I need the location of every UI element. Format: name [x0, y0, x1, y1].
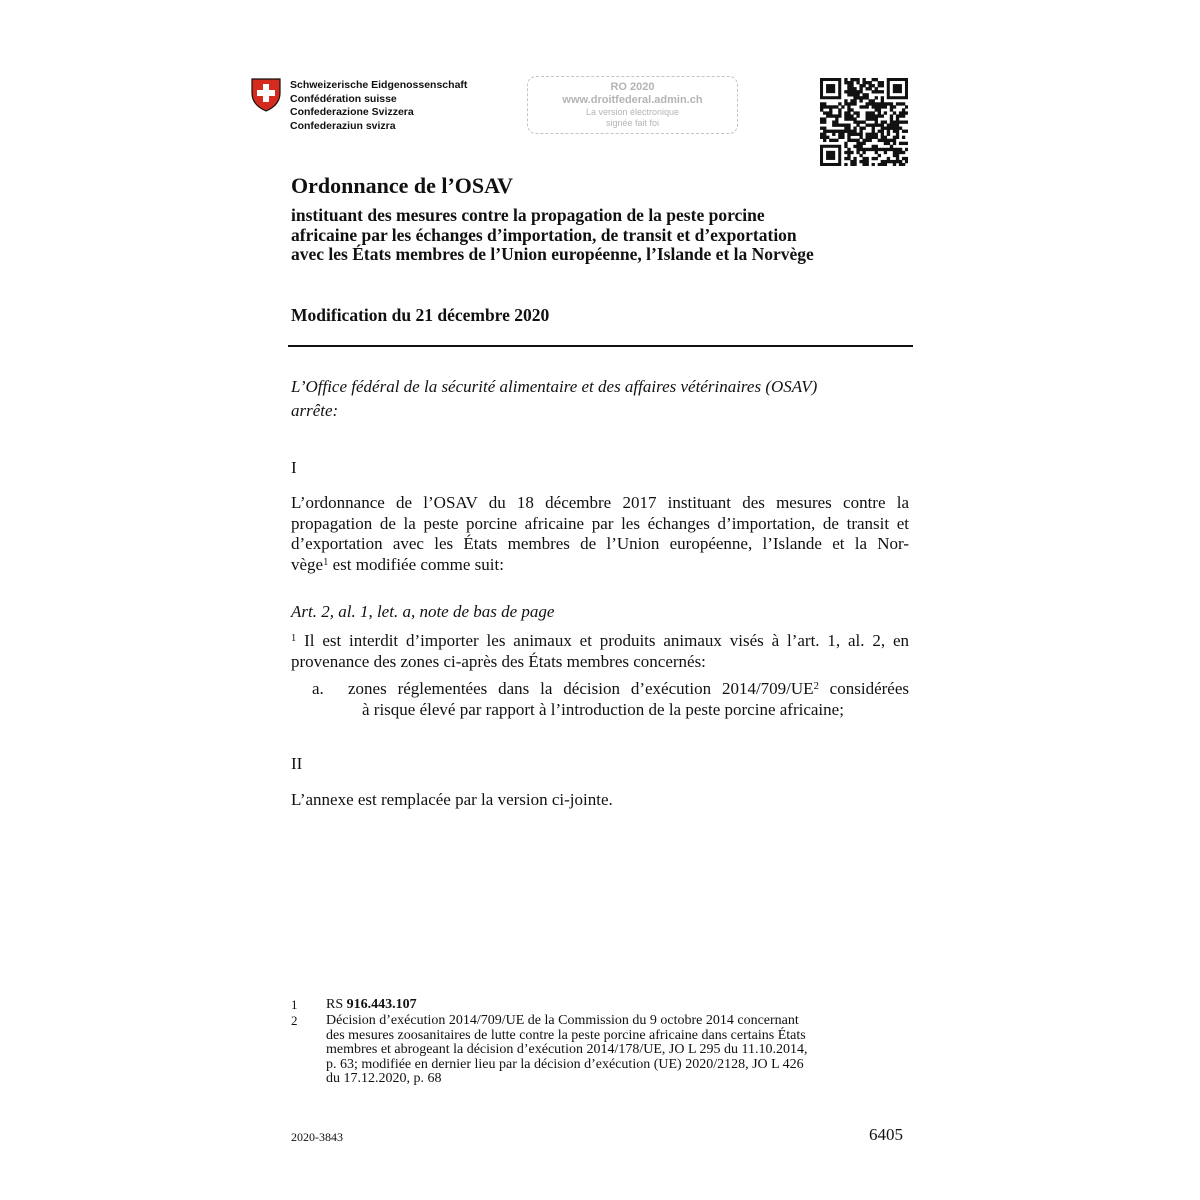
footnote-line	[326, 998, 886, 1013]
alinea-number: 1	[291, 633, 297, 644]
subtitle-line: africaine par les échanges d’importation, de transit et d’exportation	[291, 224, 797, 245]
confederation-names	[290, 79, 467, 133]
stamp-note-1: La version électronique	[585, 107, 680, 117]
footnote-2	[326, 1014, 886, 1087]
official-publication-stamp	[527, 76, 738, 134]
preamble-line: arrête:	[291, 401, 339, 420]
section-heading-2: II	[291, 754, 303, 773]
footnote-line: membres et abrogeant la décision d’exécution 2014/178/UE, JO L 295 du 11.10.2014,	[326, 1042, 808, 1057]
swiss-coat-of-arms-icon	[251, 78, 281, 112]
section-1-paragraph	[291, 493, 909, 575]
confederation-line-rm: Confederaziun svizra	[290, 119, 396, 132]
footnote-line: des mesures zoosanitaires de lutte contre la peste porcine africaine dans certains États	[326, 1027, 806, 1043]
list-item-line: à risque élevé par rapport à l’introduction de la peste porcine africaine;	[362, 699, 844, 719]
list-item	[348, 679, 909, 720]
document-reference: 2020-3843	[291, 1130, 343, 1144]
section-heading-1: I	[291, 458, 297, 477]
alinea-1	[291, 631, 909, 672]
qr-code-icon	[820, 78, 908, 166]
footnote-number: 1	[291, 997, 298, 1012]
footnote-line: p. 63; modifiée en dernier lieu par la décision d’exécution (UE) 2020/2128, JO L 426	[326, 1056, 804, 1072]
stamp-collection: RO 2020	[610, 81, 655, 93]
footnote-line: du 17.12.2020, p. 68	[326, 1071, 442, 1086]
stamp-note-2: signée fait foi	[605, 118, 660, 128]
footnote-ref-1: 1	[323, 556, 329, 568]
alinea-text: Il est interdit d’importer les animaux et produits animaux visés à l’art. 1, al. 2, en	[296, 631, 909, 650]
footnote-number: 2	[291, 1013, 298, 1028]
subtitle-line: avec les États membres de l’Union européenne, l’Islande et la Norvège	[291, 244, 814, 264]
preamble-line: L’Office fédéral de la sécurité alimentaire et des affaires vétérinaires (OSAV)	[291, 377, 818, 396]
section-2-paragraph: L’annexe est remplacée par la version ci-jointe.	[291, 790, 613, 809]
paragraph-text: est modifiée comme suit:	[328, 554, 504, 574]
list-item-line	[348, 679, 909, 700]
paragraph-line: propagation de la peste porcine africaine par les échanges d’importation, de transit et	[291, 513, 909, 533]
subtitle-line: instituant des mesures contre la propagation de la peste porcine	[291, 205, 765, 225]
paragraph-text: vège	[291, 554, 324, 574]
alinea-last-line: provenance des zones ci-après des États membres concernés:	[291, 651, 706, 671]
stamp-website: www.droitfederal.admin.ch	[562, 94, 703, 106]
document-title: Ordonnance de l’OSAV	[291, 173, 514, 198]
page-number: 6405	[869, 1125, 903, 1144]
paragraph-line: L’ordonnance de l’OSAV du 18 décembre 2017 instituant des mesures contre la	[291, 493, 909, 512]
modification-date: Modification du 21 décembre 2020	[291, 305, 550, 325]
article-heading: Art. 2, al. 1, let. a, note de bas de page	[291, 602, 555, 621]
confederation-line-fr: Confédération suisse	[290, 92, 397, 105]
paragraph-line: d’exportation avec les États membres de l’Union européenne, l’Islande et la Nor-	[291, 534, 909, 553]
document-subtitle	[291, 206, 911, 265]
paragraph-last-line	[291, 555, 909, 576]
list-item-text: considérées	[818, 679, 909, 698]
confederation-line-de: Schweizerische Eidgenossenschaft	[290, 79, 468, 91]
title-divider	[288, 345, 913, 347]
alinea-line	[291, 631, 909, 652]
list-item-letter: a.	[312, 679, 324, 698]
footnote-ref-2: 2	[813, 681, 819, 692]
footnote-1	[326, 998, 886, 1013]
list-item-text: zones réglementées dans la décision d’exécution 2014/709/UE	[348, 679, 814, 698]
confederation-line-it: Confederazione Svizzera	[290, 106, 414, 118]
preamble	[291, 375, 911, 423]
footnote-prefix: RS	[326, 997, 347, 1012]
footnote-rs-number: 916.443.107	[346, 997, 417, 1012]
footnote-line: Décision d’exécution 2014/709/UE de la Commission du 9 octobre 2014 concernant	[326, 1013, 799, 1028]
